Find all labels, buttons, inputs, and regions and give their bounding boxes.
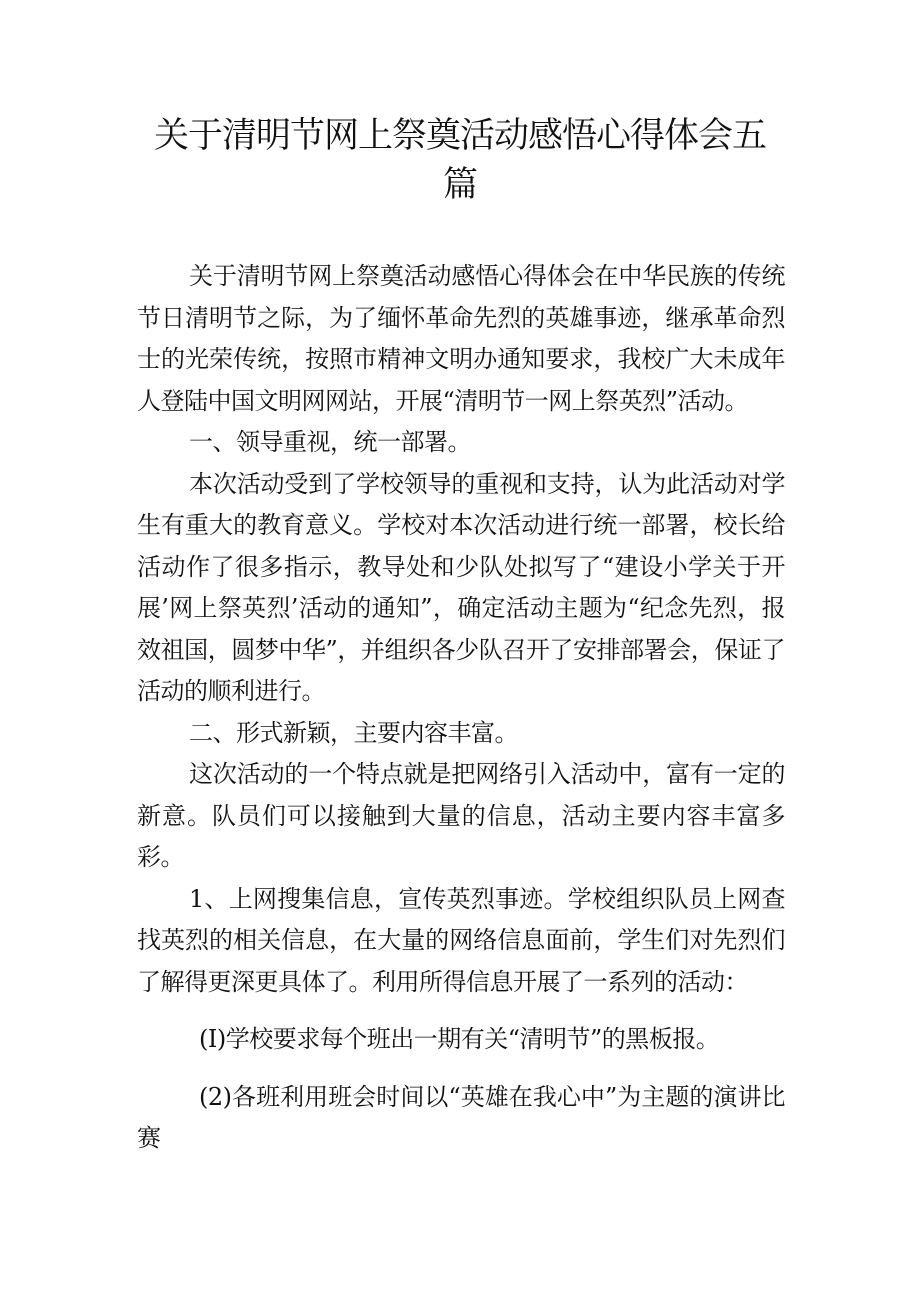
list-item: (2)各班利用班会时间以“英雄在我心中”为主题的演讲比赛 [137, 1082, 785, 1152]
document-body [137, 256, 785, 1160]
section-heading-1: 一、领导重视，统一部署。 [189, 428, 471, 456]
paragraph-section-1: 本次活动受到了学校领导的重视和支持，认为此活动对学生有重大的教育意义。学校对本次活动进行统一部署，校长给活动作了很多指示，教导处和少队处拟写了“建设小学关于开展’网上祭英烈’活动的通知”，确定活动主题为“纪念先烈，报效祖国，圆梦中华”，并组织各少队召开了安排部署会，保证了活动的顺利进行。 [137, 469, 785, 705]
paragraph-intro: 关于清明节网上祭奠活动感悟心得体会在中华民族的传统节日清明节之际，为了缅怀革命先烈的英雄事迹，继承革命烈士的光荣传统，按照市精神文明办通知要求，我校广大未成年人登陆中国文明网网站，开展“清明节一网上祭英烈”活动。 [137, 262, 785, 415]
paragraph-section-2: 这次活动的一个特点就是把网络引入活动中，富有一定的新意。队员们可以接触到大量的信息，活动主要内容丰富多彩。 [137, 760, 785, 871]
document-title: 关于清明节网上祭奠活动感悟心得体会五篇 [153, 116, 766, 205]
paragraph-subsection-1: 1、上网搜集信息，宣传英烈事迹。学校组织队员上网查找英烈的相关信息，在大量的网络信息面前，学生们对先烈们了解得更深更具体了。利用所得信息开展了一系列的活动： [137, 884, 785, 996]
section-heading-2: 二、形式新颖，主要内容丰富。 [189, 718, 518, 747]
list-item: (I)学校要求每个班出一期有关“清明节”的黑板报。 [199, 1025, 720, 1053]
spacer [137, 1061, 785, 1077]
spacer [137, 1003, 785, 1019]
